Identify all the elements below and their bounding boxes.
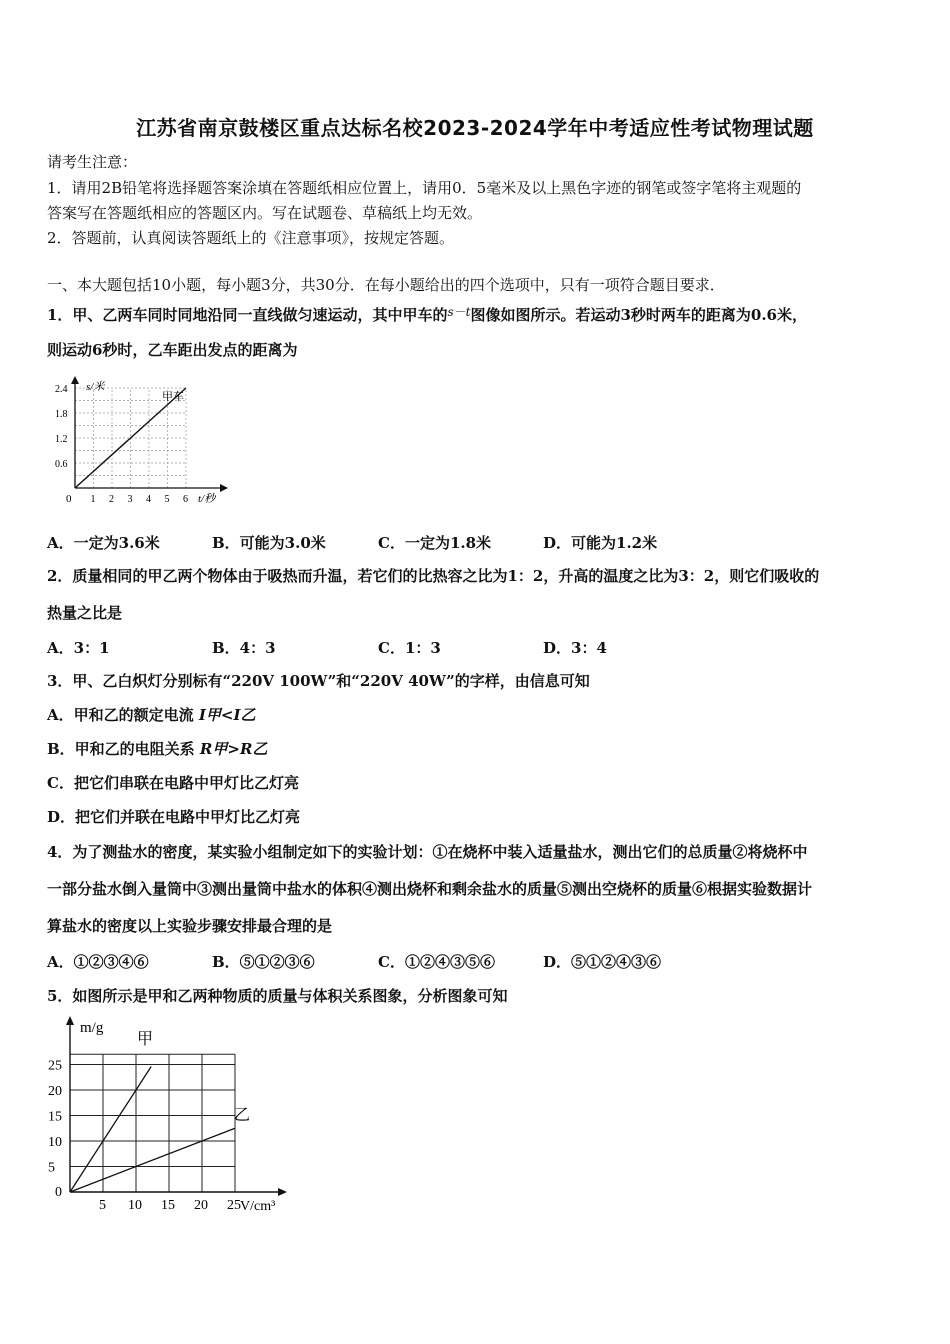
q1-stem-a: 1．甲、乙两车同时同地沿同一直线做匀速运动，其中甲车的 bbox=[47, 306, 448, 324]
graph-1-y-tick: 1.8 bbox=[55, 409, 68, 420]
graph-2-origin: 0 bbox=[55, 1185, 62, 1200]
graph-2-y-tick: 20 bbox=[48, 1084, 62, 1099]
graph-1-y-ticks bbox=[55, 384, 68, 470]
q1-option-b[interactable]: B．可能为3.0米 bbox=[212, 534, 326, 552]
graph-1-x-tick: 1 bbox=[90, 494, 96, 505]
graph-1-y-label: s/米 bbox=[86, 381, 105, 393]
q3-option-a-expr: I甲<I乙 bbox=[198, 706, 256, 724]
q4-option-b[interactable]: B．⑤①②③⑥ bbox=[212, 953, 315, 971]
q2-option-a[interactable]: A．3：1 bbox=[47, 639, 110, 657]
graph-1-y-arrow bbox=[71, 376, 79, 384]
graph-2-y-tick: 10 bbox=[48, 1135, 62, 1150]
graph-1-x-ticks bbox=[91, 494, 189, 505]
graph-2-x-tick: 5 bbox=[99, 1198, 106, 1213]
graph-2-x-ticks bbox=[99, 1198, 241, 1213]
graph-2-m-v bbox=[40, 1012, 300, 1222]
section-heading: 一、本大题包括10小题，每小题3分，共30分．在每小题给出的四个选项中，只有一项符合题目要求． bbox=[47, 276, 725, 294]
graph-2-x-tick: 20 bbox=[194, 1198, 208, 1213]
graph-2-y-tick: 15 bbox=[48, 1109, 62, 1125]
graph-1-x-tick: 3 bbox=[127, 494, 133, 505]
graph-1-y-tick: 1.2 bbox=[55, 434, 68, 445]
q2-option-b[interactable]: B．4：3 bbox=[212, 639, 276, 657]
q1-stem-b: 图像如图所示。若运动3秒时两车的距离为0.6米， bbox=[470, 306, 807, 324]
graph-1-x-arrow bbox=[220, 484, 228, 492]
q2-stem-line-1: 2．质量相同的甲乙两个物体由于吸热而升温，若它们的比热容之比为1：2，升高的温度之比为3：2，则它们吸收的 bbox=[47, 567, 820, 585]
q3-option-d[interactable]: D．把它们并联在电路中甲灯比乙灯亮 bbox=[47, 808, 301, 826]
graph-2-x-label: V/cm³ bbox=[240, 1199, 276, 1214]
notice-line-3: 2．答题前，认真阅读答题纸上的《注意事项》，按规定答题。 bbox=[47, 229, 455, 247]
notice-line-2: 答案写在答题纸相应的答题区内。写在试题卷、草稿纸上均无效。 bbox=[47, 204, 483, 222]
graph-1-y-tick: 0.6 bbox=[55, 459, 68, 470]
q1-option-d[interactable]: D．可能为1.2米 bbox=[543, 534, 658, 552]
q5-stem: 5．如图所示是甲和乙两种物质的质量与体积关系图象，分析图象可知 bbox=[47, 987, 508, 1005]
graph-2-y-tick: 25 bbox=[48, 1058, 62, 1074]
graph-1-x-tick: 4 bbox=[146, 494, 151, 505]
q3-stem: 3．甲、乙白炽灯分别标有“220V 100W”和“220V 40W”的字样，由信息可知 bbox=[47, 672, 590, 690]
q3-option-a-text: A．甲和乙的额定电流 bbox=[47, 706, 194, 724]
graph-1-y-tick: 2.4 bbox=[55, 384, 68, 395]
graph-2-y-tick: 5 bbox=[48, 1160, 55, 1176]
q2-stem-line-2: 热量之比是 bbox=[47, 604, 123, 622]
graph-2-y-label: m/g bbox=[80, 1020, 104, 1036]
q2-option-d[interactable]: D．3：4 bbox=[543, 639, 607, 657]
notice-heading: 请考生注意： bbox=[47, 153, 138, 171]
graph-1-origin: 0 bbox=[66, 493, 72, 505]
q1-stem-line-2: 则运动6秒时，乙车距出发点的距离为 bbox=[47, 341, 298, 359]
graph-2-label-yi: 乙 bbox=[234, 1107, 251, 1124]
graph-1-x-tick: 6 bbox=[183, 494, 188, 505]
graph-2-line-yi bbox=[70, 1128, 235, 1192]
graph-1-x-tick: 5 bbox=[164, 494, 170, 505]
graph-2-x-arrow bbox=[278, 1188, 287, 1196]
q3-option-a[interactable] bbox=[47, 705, 255, 725]
q4-stem-line-3: 算盐水的密度以上实验步骤安排最合理的是 bbox=[47, 917, 333, 935]
graph-2-x-tick: 25 bbox=[227, 1198, 241, 1213]
q1-stem-symbol: s－t bbox=[447, 305, 471, 319]
graph-2-y-ticks bbox=[48, 1059, 62, 1176]
graph-2-label-jia: 甲 bbox=[137, 1031, 154, 1048]
graph-2-grid bbox=[70, 1054, 235, 1192]
q4-option-a[interactable]: A．①②③④⑥ bbox=[47, 953, 149, 971]
q4-stem-line-2: 一部分盐水倒入量筒中③测出量筒中盐水的体积④测出烧杯和剩余盐水的质量⑤测出空烧杯的质量⑥根据实验数据计 bbox=[47, 880, 813, 898]
graph-2-y-arrow bbox=[66, 1016, 74, 1025]
graph-2-x-tick: 10 bbox=[128, 1198, 142, 1213]
q3-option-b[interactable] bbox=[47, 739, 267, 759]
q3-option-b-expr: R甲>R乙 bbox=[199, 740, 268, 758]
page-title: 江苏省南京鼓楼区重点达标名校2023-2024学年中考适应性考试物理试题 bbox=[136, 116, 814, 140]
q4-option-c[interactable]: C．①②④③⑤⑥ bbox=[378, 953, 495, 971]
q3-option-b-text: B．甲和乙的电阻关系 bbox=[47, 740, 195, 758]
graph-1-s-t bbox=[50, 372, 240, 512]
graph-2-x-tick: 15 bbox=[161, 1198, 175, 1213]
q4-option-d[interactable]: D．⑤①②④③⑥ bbox=[543, 953, 662, 971]
graph-2-line-jia bbox=[70, 1067, 151, 1192]
graph-1-x-tick: 2 bbox=[109, 494, 114, 505]
notice-line-1: 1．请用2B铅笔将选择题答案涂填在答题纸相应位置上，请用0．5毫米及以上黑色字迹的钢笔或签字笔将主观题的 bbox=[47, 179, 802, 197]
q1-option-a[interactable]: A．一定为3.6米 bbox=[47, 534, 160, 552]
q1-stem-line-1 bbox=[47, 302, 807, 325]
graph-1-line-label: 甲车 bbox=[162, 391, 184, 403]
q2-option-c[interactable]: C．1：3 bbox=[378, 639, 441, 657]
q1-option-c[interactable]: C．一定为1.8米 bbox=[378, 534, 492, 552]
q4-stem-line-1: 4．为了测盐水的密度，某实验小组制定如下的实验计划：①在烧杯中装入适量盐水，测出它们的总质量②将烧杯中 bbox=[47, 843, 808, 861]
graph-1-x-label: t/秒 bbox=[198, 493, 216, 505]
q3-option-c[interactable]: C．把它们串联在电路中甲灯比乙灯亮 bbox=[47, 774, 299, 792]
